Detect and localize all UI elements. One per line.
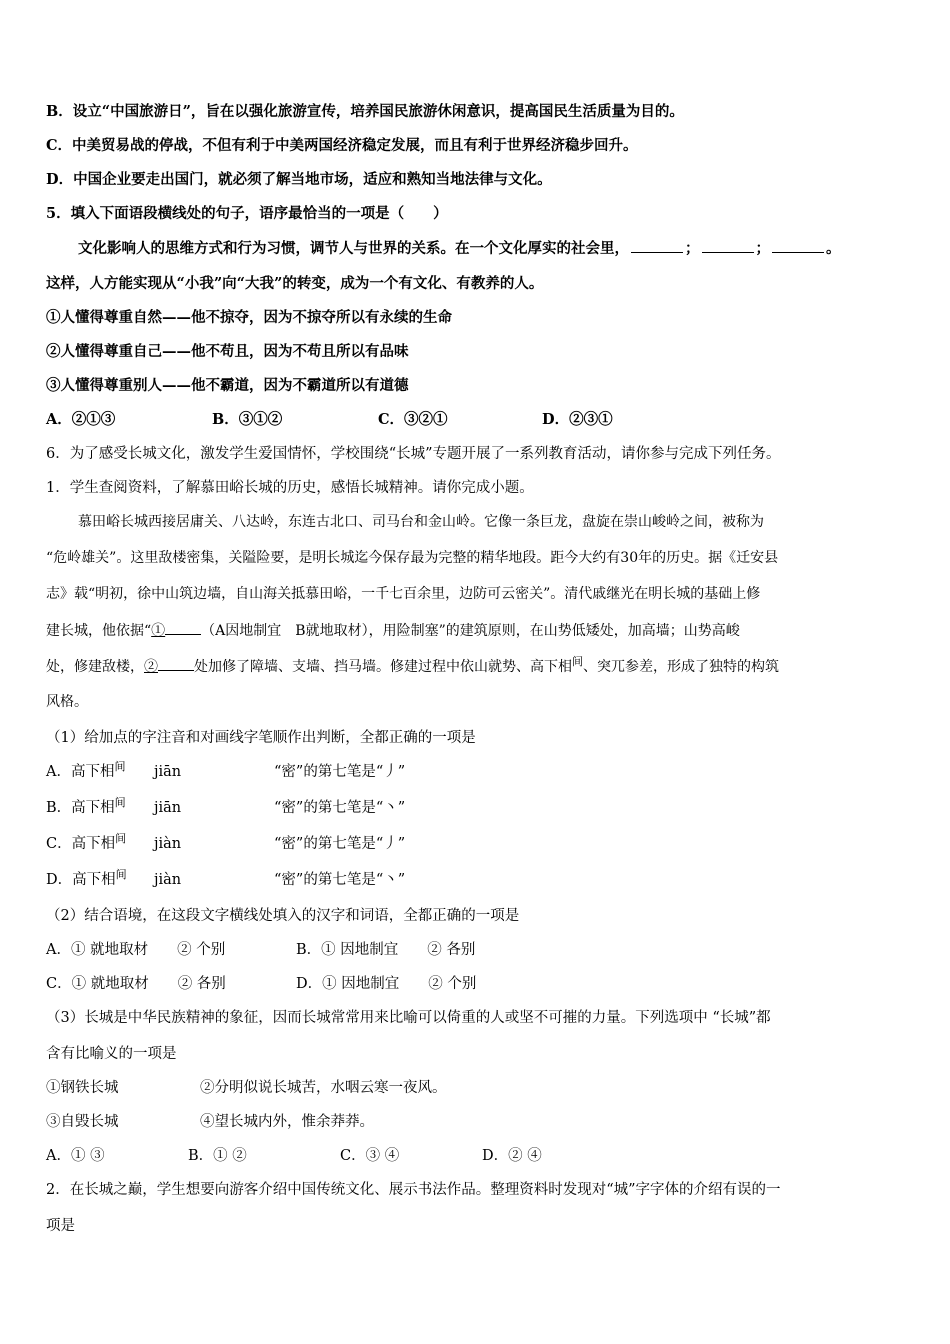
q6-3-choice-b[interactable]: B．① ② xyxy=(188,1148,247,1164)
passage-line4 xyxy=(46,620,740,641)
end-1: 。 xyxy=(826,240,841,257)
q6-2-choice-a[interactable]: A．① 就地取材 ② 个别 xyxy=(46,942,226,958)
q6-3-option-2: ②分明似说长城苦，水咽云寒一夜风。 xyxy=(200,1080,447,1096)
q5-item-3: ③人懂得尊重别人——他不霸道，因为不霸道所以有道德 xyxy=(46,377,409,394)
blank-1 xyxy=(631,238,683,253)
row-label: C．高下相 xyxy=(46,836,116,852)
passage-line2: “危岭雄关”。这里敌楼密集，关隘险要，是明长城迄今保存最为完整的精华地段。距今大约有30年的历史。据《迁安县 xyxy=(46,550,779,566)
q5-para1: 文化影响人的思维方式和行为习惯，调节人与世界的关系。在一个文化厚实的社会里， xyxy=(78,240,629,257)
p4-b: （A因地制宜 B就地取材），用险制塞”的建筑原则，在山势低矮处，加高墙；山势高峻 xyxy=(201,623,740,639)
blank-3 xyxy=(772,238,824,253)
q5-stem: 5．填入下面语段横线处的句子，语序最恰当的一项是（ ） xyxy=(46,205,448,222)
option-b-prev: B．设立“中国旅游日”，旨在以强化旅游宣传，培养国民旅游休闲意识，提高国民生活质量为目的。 xyxy=(46,103,684,120)
blank-2 xyxy=(702,238,754,253)
dotted-char: 间 xyxy=(572,655,583,668)
q6-3-choice-c[interactable]: C．③ ④ xyxy=(340,1148,400,1164)
row-char: 间 xyxy=(115,868,127,881)
passage-line5 xyxy=(46,656,779,678)
q6-2-choice-c[interactable]: C．① 就地取材 ② 各别 xyxy=(46,976,226,992)
row-char: 间 xyxy=(115,832,127,845)
blank-line-1 xyxy=(165,620,201,635)
row-pinyin: jiān xyxy=(154,800,182,816)
q6-1-row-a[interactable] xyxy=(46,760,406,783)
q6-sub2-line2: 项是 xyxy=(46,1218,75,1234)
q6-3-choice-d[interactable]: D．② ④ xyxy=(482,1148,542,1164)
row-char: 间 xyxy=(114,760,126,773)
p5-a: 处，修建敌楼， xyxy=(46,659,144,675)
row-stroke: “密”的第七笔是“丿” xyxy=(274,764,406,780)
option-c-prev: C．中美贸易战的停战，不但有利于中美两国经济稳定发展，而且有利于世界经济稳步回升。 xyxy=(46,137,638,154)
sep-2: ； xyxy=(755,240,770,257)
q6-1-row-d[interactable] xyxy=(46,868,406,891)
blank-mark-1: ① xyxy=(151,623,166,639)
blank-line-2 xyxy=(158,656,194,671)
row-label: A．高下相 xyxy=(46,764,115,780)
q6-1-row-c[interactable] xyxy=(46,832,406,855)
q6-2-stem: （2）结合语境，在这段文字横线处填入的汉字和词语，全都正确的一项是 xyxy=(46,908,520,924)
q6-3-option-3: ③自毁长城 xyxy=(46,1114,119,1130)
q5-paragraph-line2: 这样，人方能实现从“小我”向“大我”的转变，成为一个有文化、有教养的人。 xyxy=(46,275,544,292)
q5-choice-b[interactable]: B．③①② xyxy=(212,411,283,428)
row-char: 间 xyxy=(114,796,126,809)
q5-choice-a[interactable]: A．②①③ xyxy=(46,411,116,428)
passage-line6: 风格。 xyxy=(46,694,88,710)
q5-choice-d[interactable]: D．②③① xyxy=(542,411,613,428)
row-stroke: “密”的第七笔是“丿” xyxy=(274,836,406,852)
sep-1: ； xyxy=(685,240,700,257)
passage-line3: 志》载“明初，徐中山筑边墙，自山海关抵慕田峪，一千七百余里，边防可云密关”。清代戚继光在明长城的基础上修 xyxy=(46,586,761,602)
q6-stem: 6．为了感受长城文化，激发学生爱国情怀，学校围绕“长城”专题开展了一系列教育活动，请你参与完成下列任务。 xyxy=(46,446,781,462)
q5-item-2: ②人懂得尊重自己——他不苟且，因为不苟且所以有品味 xyxy=(46,343,409,360)
q6-3-stem-2: 含有比喻义的一项是 xyxy=(46,1046,177,1062)
q5-choice-c[interactable]: C．③②① xyxy=(378,411,448,428)
p5-b: 处加修了障墙、支墙、挡马墙。修建过程中依山就势、高下相 xyxy=(194,659,572,675)
q6-sub2-line1: 2．在长城之巅，学生想要向游客介绍中国传统文化、展示书法作品。整理资料时发现对“城”字字体的介绍有误的一 xyxy=(46,1182,781,1198)
q6-2-choice-d[interactable]: D．① 因地制宜 ② 个别 xyxy=(296,976,477,992)
row-pinyin: jiān xyxy=(154,764,182,780)
q6-1-row-b[interactable] xyxy=(46,796,406,819)
q6-1-stem: （1）给加点的字注音和对画线字笔顺作出判断，全都正确的一项是 xyxy=(46,730,476,746)
row-stroke: “密”的第七笔是“丶” xyxy=(274,800,406,816)
q5-item-1: ①人懂得尊重自然——他不掠夺，因为不掠夺所以有永续的生命 xyxy=(46,309,452,326)
p4-a: 建长城，他依据“ xyxy=(46,623,152,639)
passage-line1: 慕田峪长城西接居庸关、八达岭，东连古北口、司马台和金山岭。它像一条巨龙，盘旋在崇山峻岭之间，被称为 xyxy=(78,514,764,530)
row-label: D．高下相 xyxy=(46,872,116,888)
row-label: B．高下相 xyxy=(46,800,115,816)
row-stroke: “密”的第七笔是“丶” xyxy=(274,872,406,888)
row-pinyin: jiàn xyxy=(154,872,182,888)
q6-sub1: 1．学生查阅资料，了解慕田峪长城的历史，感悟长城精神。请你完成小题。 xyxy=(46,480,534,496)
q5-paragraph-line1 xyxy=(78,238,841,259)
row-pinyin: jiàn xyxy=(154,836,182,852)
q6-3-choice-a[interactable]: A．① ③ xyxy=(46,1148,105,1164)
q6-3-option-4: ④望长城内外，惟余莽莽。 xyxy=(200,1114,374,1130)
option-d-prev: D．中国企业要走出国门，就必须了解当地市场，适应和熟知当地法律与文化。 xyxy=(46,171,552,188)
q6-3-option-1: ①钢铁长城 xyxy=(46,1080,119,1096)
q6-3-stem-1: （3）长城是中华民族精神的象征，因而长城常常用来比喻可以倚重的人或坚不可摧的力量。下列选项中 “长城”都 xyxy=(46,1010,771,1026)
p5-d: 、突兀参差，形成了独特的构筑 xyxy=(583,659,779,675)
q6-2-choice-b[interactable]: B．① 因地制宜 ② 各别 xyxy=(296,942,476,958)
blank-mark-2: ② xyxy=(144,659,158,675)
